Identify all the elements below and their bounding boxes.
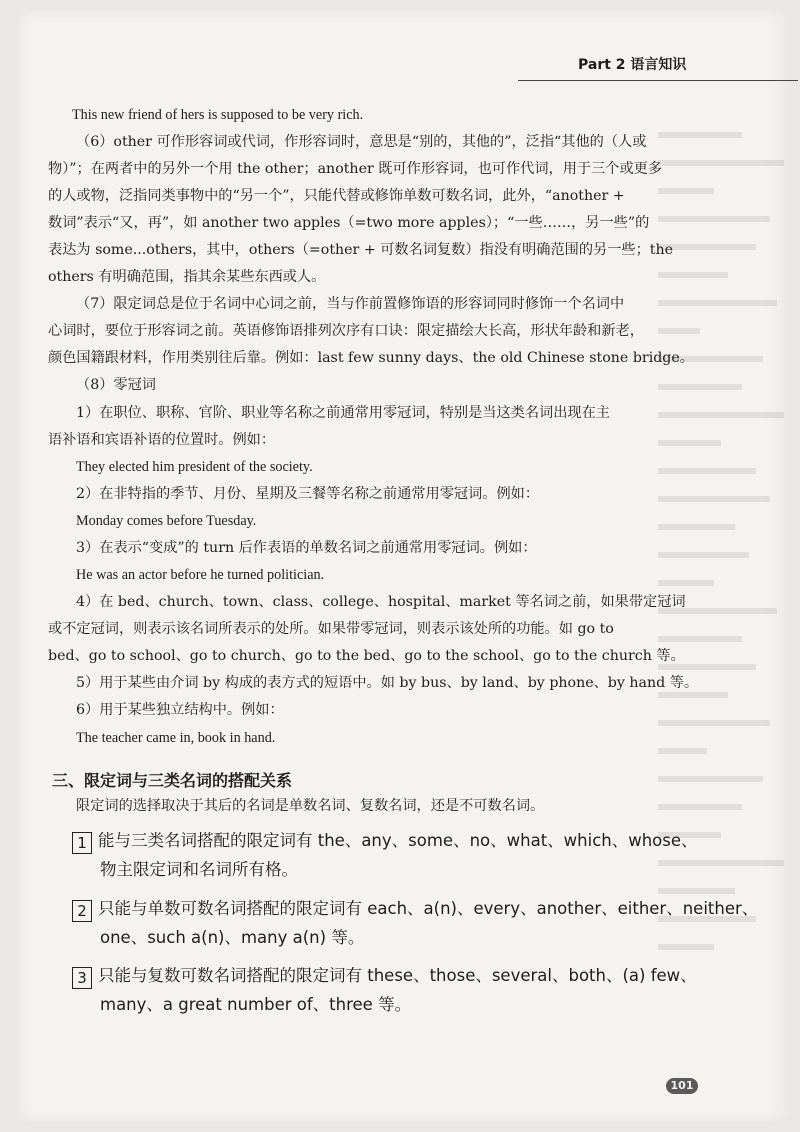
rule-number-box: 3 [72, 967, 92, 989]
paragraph-line: 的人或物，泛指同类事物中的“另一个”，只能代替或修饰单数可数名词，此外，“another + [48, 188, 625, 204]
rule-text-continued: 物主限定词和名词所有格。 [100, 860, 298, 879]
rule-text-continued: many、a great number of、three 等。 [100, 995, 412, 1014]
book-page [18, 10, 788, 1122]
rule-text: 能与三类名词搭配的限定词有 the、any、some、no、what、which、whose、 [98, 831, 698, 850]
paragraph-line: 4）在 bed、church、town、class、college、hospital、market 等名词之前，如果带定冠词 [76, 594, 686, 610]
bleed-through-text [658, 110, 798, 1070]
paragraph-line: 1）在职位、职称、官阶、职业等名称之前通常用零冠词，特别是当这类名词出现在主 [76, 405, 610, 421]
rule-item [72, 898, 758, 922]
section-intro: 限定词的选择取决于其后的名词是单数名词、复数名词，还是不可数名词。 [76, 798, 545, 814]
example-sentence: This new friend of hers is supposed to be very rich. [72, 107, 364, 123]
rule-item [72, 965, 697, 989]
paragraph-line: 数词”表示“又，再”，如 another two apples（=two more apples）；“一些……，另一些”的 [48, 215, 650, 231]
paragraph-line: 表达为 some...others，其中，others（=other + 可数名词复数）指没有明确范围的另一些；the [48, 242, 674, 258]
rule-number-box: 1 [72, 832, 92, 854]
paragraph-line: 颜色国籍跟材料，作用类别往后靠。例如：last few sunny days、the old Chinese stone bridge。 [48, 350, 694, 366]
paragraph-line: 5）用于某些由介词 by 构成的表方式的短语中。如 by bus、by land、by phone、by hand 等。 [76, 675, 699, 691]
paragraph-line: 物）”；在两者中的另外一个用 the other；another 既可作形容词，也可作代词，用于三个或更多 [48, 161, 663, 177]
header-rule [518, 80, 798, 81]
paragraph-line: 2）在非特指的季节、月份、星期及三餐等名称之前通常用零冠词。例如： [76, 486, 540, 502]
rule-text-continued: one、such a(n)、many a(n) 等。 [100, 928, 365, 947]
section-heading: 三、限定词与三类名词的搭配关系 [52, 771, 293, 790]
paragraph-line: 或不定冠词，则表示该名词所表示的处所。如果带零冠词，则表示该处所的功能。如 go to [48, 621, 614, 637]
example-sentence: He was an actor before he turned politician. [76, 567, 325, 583]
subheading: （8）零冠词 [76, 377, 156, 393]
paragraph-line: bed、go to school、go to church、go to the bed、go to the school、go to the church 等。 [48, 648, 685, 664]
page-number-badge: 101 [666, 1078, 698, 1094]
rule-text: 只能与复数可数名词搭配的限定词有 these、those、several、both、(a) few、 [98, 966, 697, 985]
example-sentence: The teacher came in, book in hand. [76, 730, 276, 746]
example-sentence: They elected him president of the society. [76, 459, 313, 475]
paragraph-line: 6）用于某些独立结构中。例如： [76, 702, 284, 718]
paragraph-line: 心词时，要位于形容词之前。英语修饰语排列次序有口诀：限定描绘大长高，形状年龄和新老， [48, 323, 644, 339]
paragraph-line: （7）限定词总是位于名词中心词之前，当与作前置修饰语的形容词同时修饰一个名词中 [76, 296, 625, 312]
paragraph-line: 3）在表示“变成”的 turn 后作表语的单数名词之前通常用零冠词。例如： [76, 540, 537, 556]
example-sentence: Monday comes before Tuesday. [76, 513, 257, 529]
running-header: Part 2 语言知识 [578, 57, 687, 73]
paragraph-line: others 有明确范围，指其余某些东西或人。 [48, 269, 326, 285]
paragraph-line: 语补语和宾语补语的位置时。例如： [48, 432, 276, 448]
rule-text: 只能与单数可数名词搭配的限定词有 each、a(n)、every、another、either、neither、 [98, 899, 759, 918]
paragraph-line: （6）other 可作形容词或代词，作形容词时，意思是“别的，其他的”，泛指“其他的（人或 [76, 134, 647, 150]
rule-item [72, 830, 698, 854]
rule-number-box: 2 [72, 900, 92, 922]
